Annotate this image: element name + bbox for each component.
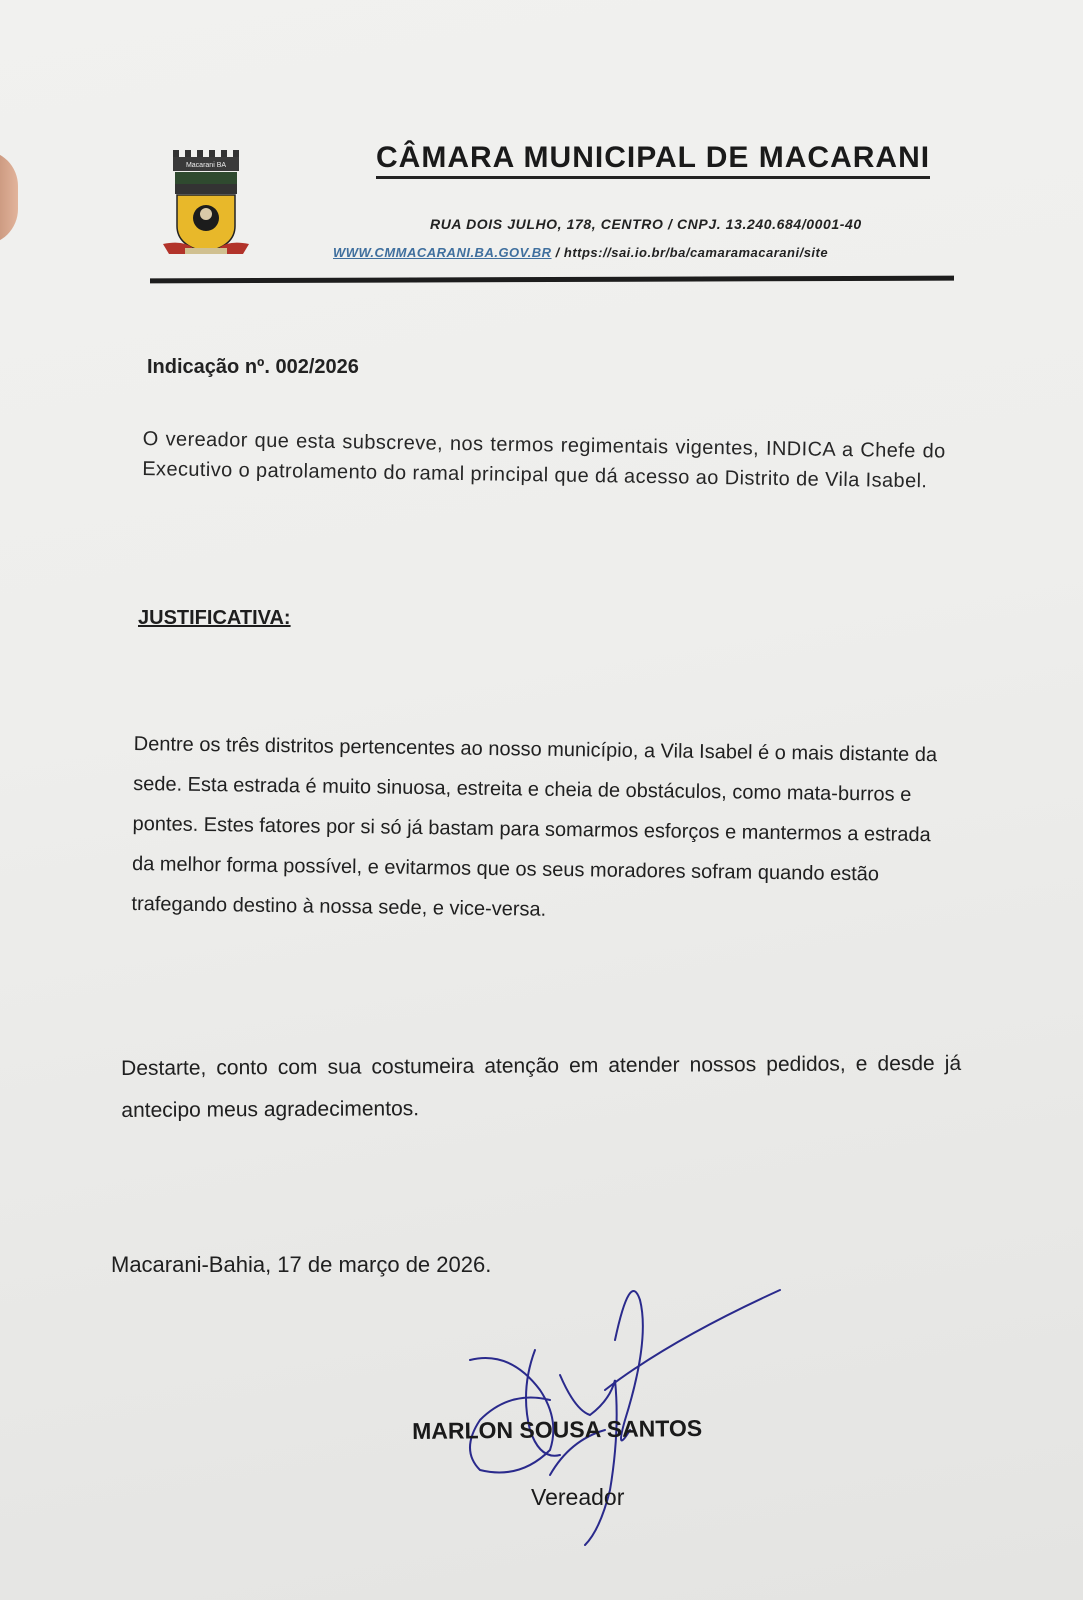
institution-address: RUA DOIS JULHO, 178, CENTRO / CNPJ. 13.240.684/0001-40	[430, 216, 862, 232]
website-link[interactable]: WWW.CMMACARANI.BA.GOV.BR	[333, 245, 552, 260]
header-divider	[150, 276, 954, 284]
place-date: Macarani-Bahia, 17 de março de 2026.	[111, 1252, 492, 1277]
institution-weblinks	[333, 245, 828, 260]
signer-role: Vereador	[531, 1484, 625, 1510]
document-title: Indicação nº. 002/2026	[147, 356, 359, 378]
intro-paragraph: O vereador que esta subscreve, nos termos regimentais vigentes, INDICA a Chefe do Executivo o patrolamento do ramal principal que dá acesso ao Distrito de Vila Isabel.	[142, 427, 946, 493]
institution-title: CÂMARA MUNICIPAL DE MACARANI	[376, 140, 930, 179]
justification-heading: JUSTIFICATIVA:	[138, 607, 291, 629]
signer-name: MARLON SOUSA SANTOS	[412, 1414, 703, 1444]
closing-paragraph: Destarte, conto com sua costumeira atenção em atender nossos pedidos, e desde já antecipo meus agradecimentos.	[121, 1051, 962, 1122]
justification-paragraph: Dentre os três distritos pertencentes ao nosso município, a Vila Isabel é o mais distante da sede. Esta estrada é muito sinuosa, estreita e cheia de obstáculos, como mata-burros e pontes. Estes fatores por si só já bastam para somarmos esforços e mantermos a estrada da melhor forma possível, e evitarmos que os seus moradores sofram quando estão trafegando destino à nossa sede, e vice-versa.	[131, 732, 938, 921]
svg-text:Macarani BA: Macarani BA	[185, 162, 227, 169]
alt-site-link[interactable]: https://sai.io.br/ba/camaramacarani/site	[563, 245, 829, 260]
finger-edge	[0, 150, 18, 245]
municipal-crest-icon	[163, 148, 261, 263]
site-separator: /	[551, 245, 564, 260]
